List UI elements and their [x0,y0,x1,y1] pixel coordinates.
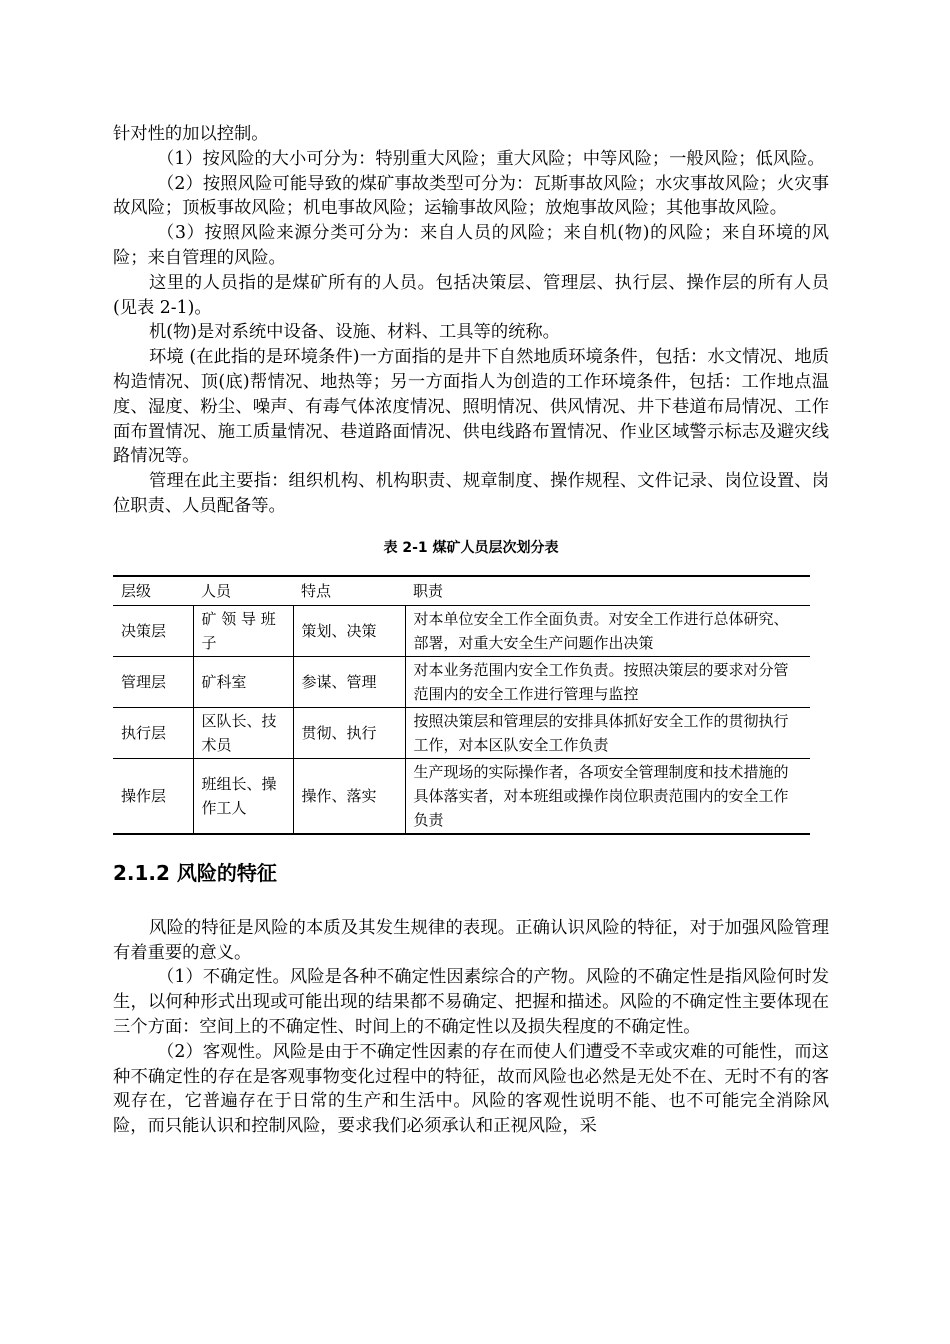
paragraph: 环境 (在此指的是环境条件)一方面指的是井下自然地质环境条件，包括：水文情况、地质构造情况、顶(底)帮情况、地热等；另一方面指人为创造的工作环境条件，包括：工作地点温度、湿度、粉尘、噪声、有毒气体浓度情况、照明情况、供风情况、井下巷道布局情况、工作面布置情况、施工质量情况、巷道路面情况、供电线路布置情况、作业区域警示标志及避灾线路情况等。 [113,347,829,467]
paragraph: （2）客观性。风险是由于不确定性因素的存在而使人们遭受不幸或灾难的可能性，而这种不确定性的存在是客观事物变化过程中的特征，故而风险也必然是无处不在、无时不有的客观存在，它普遍存在于日常的生产和生活中。风险的客观性说明不能、也不可能完全消除风险，而只能认识和控制风险，要求我们必须承认和正视风险，采 [113,1041,829,1137]
paragraph: 风险的特征是风险的本质及其发生规律的表现。正确认识风险的特征，对于加强风险管理有着重要的意义。 [113,917,829,963]
table-cell: 操作层 [113,758,193,834]
paragraph: 针对性的加以控制。 [113,124,269,144]
personnel-table [113,575,810,835]
table-cell: 对本单位安全工作全面负责。对安全工作进行总体研究、部署，对重大安全生产问题作出决策 [405,605,810,656]
section-heading: 2.1.2 风险的特征 [113,860,277,885]
document-page [113,122,829,1139]
paragraph: （2）按照风险可能导致的煤矿事故类型可分为：瓦斯事故风险；水灾事故风险；火灾事故风险；顶板事故风险；机电事故风险；运输事故风险；放炮事故风险；其他事故风险。 [113,173,829,219]
table-row [113,707,810,758]
table-cell: 贯彻、执行 [293,707,405,758]
table-cell: 班组长、操作工人 [193,758,293,834]
table-row [113,605,810,656]
table-cell: 生产现场的实际操作者，各项安全管理制度和技术措施的具体落实者，对本班组或操作岗位职责范围内的安全工作负责 [405,758,810,834]
table-cell: 矿 领 导 班子 [193,605,293,656]
paragraph: 管理在此主要指：组织机构、机构职责、规章制度、操作规程、文件记录、岗位设置、岗位职责、人员配备等。 [113,471,829,516]
table-cell: 矿科室 [193,656,293,707]
table-cell: 对本业务范围内安全工作负责。按照决策层的要求对分管范围内的安全工作进行管理与监控 [405,656,810,707]
paragraph: 这里的人员指的是煤矿所有的人员。包括决策层、管理层、执行层、操作层的所有人员(见表 2-1)。 [113,272,829,318]
table-cell: 参谋、管理 [293,656,405,707]
header-features: 特点 [293,576,405,606]
paragraph: （1）不确定性。风险是各种不确定性因素综合的产物。风险的不确定性是指风险何时发生，以何种形式出现或可能出现的结果都不易确定、把握和描述。风险的不确定性主要体现在三个方面：空间上的不确定性、时间上的不确定性以及损失程度的不确定性。 [113,967,829,1037]
table-header-row [113,576,810,606]
table-row [113,656,810,707]
paragraph: （1）按风险的大小可分为：特别重大风险；重大风险；中等风险；一般风险；低风险。 [157,148,825,169]
table-row [113,758,810,834]
table-cell: 决策层 [113,605,193,656]
paragraph: 机(物)是对系统中设备、设施、材料、工具等的统称。 [149,322,560,343]
header-personnel: 人员 [193,576,293,606]
header-level: 层级 [113,576,193,606]
table-caption: 表 2-1 煤矿人员层次划分表 [383,539,559,556]
table-cell: 操作、落实 [293,758,405,834]
table-cell: 管理层 [113,656,193,707]
table-cell: 按照决策层和管理层的安排具体抓好安全工作的贯彻执行工作，对本区队安全工作负责 [405,707,810,758]
table-cell: 区队长、技术员 [193,707,293,758]
table-cell: 策划、决策 [293,605,405,656]
table-cell: 执行层 [113,707,193,758]
paragraph: （3）按照风险来源分类可分为：来自人员的风险；来自机(物)的风险；来自环境的风险；来自管理的风险。 [113,223,829,268]
header-duties: 职责 [405,576,810,606]
